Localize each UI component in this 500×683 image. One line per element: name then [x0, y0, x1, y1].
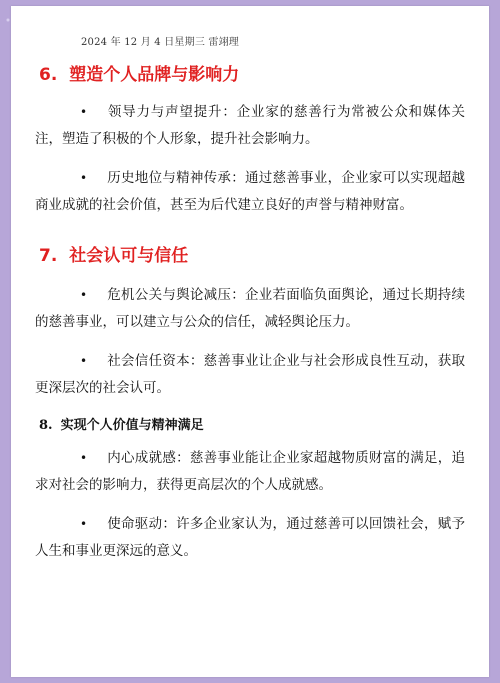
section-number: 8. — [39, 418, 53, 433]
section-title: 社会认可与信任 — [69, 246, 189, 266]
bullet-marker: • — [80, 517, 88, 531]
list-item — [35, 99, 465, 153]
section-8-heading — [35, 414, 465, 433]
bullet-marker: • — [80, 105, 88, 119]
item-text: 领导力与声望提升：企业家的慈善行为常被公众和媒体关注，塑造了积极的个人形象，提升社会影响力。 — [35, 104, 465, 147]
item-text: 内心成就感：慈善事业能让企业家超越物质财富的满足，追求对社会的影响力，获得更高层次的个人成就感。 — [35, 450, 465, 493]
bullet-marker: • — [80, 451, 88, 465]
item-text: 使命驱动：许多企业家认为，通过慈善可以回馈社会，赋予人生和事业更深远的意义。 — [35, 516, 465, 559]
list-item — [35, 282, 465, 336]
list-item — [35, 511, 465, 565]
section-7-heading — [35, 241, 465, 266]
item-text: 危机公关与舆论减压：企业若面临负面舆论，通过长期持续的慈善事业，可以建立与公众的信任，减轻舆论压力。 — [35, 287, 465, 330]
item-text: 社会信任资本：慈善事业让企业与社会形成良性互动，获取更深层次的社会认可。 — [35, 353, 465, 396]
section-number: 7. — [39, 246, 58, 266]
bullet-marker: • — [80, 171, 88, 185]
document-page — [11, 6, 489, 677]
section-title: 实现个人价值与精神满足 — [60, 418, 204, 433]
list-item — [35, 348, 465, 402]
list-item — [35, 445, 465, 499]
bullet-marker: • — [80, 288, 88, 302]
list-item — [35, 165, 465, 219]
section-number: 6. — [39, 65, 58, 85]
date-author-line: 2024 年 12 月 4 日星期三 雷翊理 — [81, 37, 240, 48]
bullet-marker: • — [80, 354, 88, 368]
section-title: 塑造个人品牌与影响力 — [69, 65, 240, 85]
section-6-heading — [35, 60, 465, 85]
item-text: 历史地位与精神传承：通过慈善事业，企业家可以实现超越商业成就的社会价值，甚至为后代建立良好的声誉与精神财富。 — [35, 170, 465, 213]
